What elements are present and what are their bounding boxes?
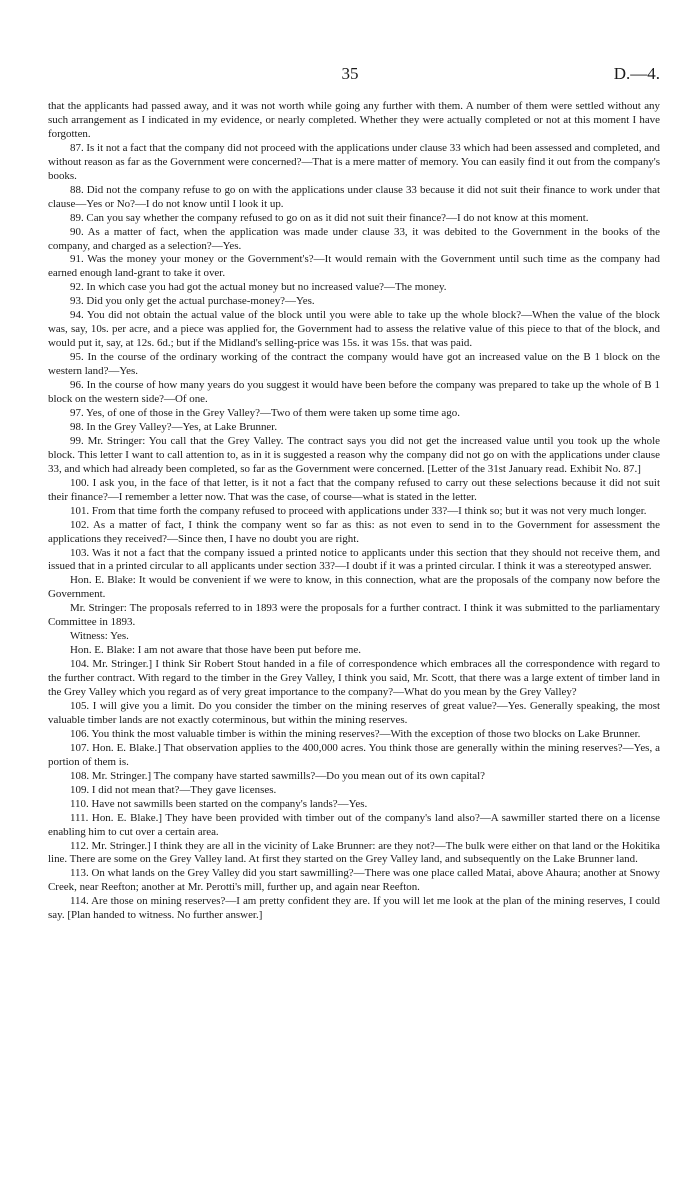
paragraph-109: 109. I did not mean that?—They gave licenses. bbox=[70, 783, 277, 796]
paragraph-stringer-1: Mr. Stringer: The proposals referred to in 1893 were the proposals for a further contract. I think it was submitted to the parliamentary Committee in 1893. bbox=[48, 602, 660, 629]
paragraph-101: 101. From that time forth the company refused to proceed with applications under 33?—I think so; but it was not very much longer. bbox=[70, 504, 647, 517]
paragraph-107: 107. Hon. E. Blake.] That observation applies to the 400,000 acres. You think those are generally within the mining reserves?—Yes, a portion of them is. bbox=[48, 741, 660, 768]
paragraph-98: 98. In the Grey Valley?—Yes, at Lake Brunner. bbox=[70, 420, 278, 433]
paragraph-108: 108. Mr. Stringer.] The company have started sawmills?—Do you mean out of its own capital? bbox=[70, 769, 486, 782]
paragraph-89: 89. Can you say whether the company refused to go on as it did not suit their finance?—I do not know at this moment. bbox=[70, 211, 589, 224]
paragraph-104: 104. Mr. Stringer.] I think Sir Robert Stout handed in a file of correspondence which embraces all the correspondence with regard to the further contract. With regard to the timber in the Grey Valley, I think you said, Mr. Scott, that there was a large extent of timber land in the Grey Valley which you regard as of very great importance to the company?—What do you mean by the Grey Valley? bbox=[48, 658, 660, 699]
paragraph-blake-1: Hon. E. Blake: It would be convenient if we were to know, in this connection, what are the proposals of the company now before the Government. bbox=[48, 574, 660, 601]
transcript-body bbox=[48, 100, 660, 923]
paragraph-111: 111. Hon. E. Blake.] They have been provided with timber out of the company's land also?—A sawmiller started there on a license enabling him to cut over a certain area. bbox=[48, 811, 660, 838]
paragraph-97: 97. Yes, of one of those in the Grey Valley?—Two of them were taken up some time ago. bbox=[70, 406, 460, 419]
paragraph-blake-2: Hon. E. Blake: I am not aware that those have been put before me. bbox=[70, 644, 361, 657]
paragraph-113: 113. On what lands on the Grey Valley did you start sawmilling?—There was one place called Matai, above Ahaura; another at Snowy Creek, near Reefton; another at Mr. Perotti's mill, further up, and again near Reefton. bbox=[48, 867, 660, 894]
paragraph-91: 91. Was the money your money or the Government's?—It would remain with the Government until such time as the company had earned enough land-grant to take it over. bbox=[48, 253, 660, 280]
paragraph-88: 88. Did not the company refuse to go on with the applications under clause 33 because it did not suit their finance to work under that clause—Yes or No?—I do not know until I look it up. bbox=[48, 183, 660, 210]
paragraph-114: 114. Are those on mining reserves?—I am pretty confident they are. If you will let me look at the plan of the mining reserves, I could say. [Plan handed to witness. No further answer.] bbox=[48, 895, 660, 922]
paragraph-112: 112. Mr. Stringer.] I think they are all in the vicinity of Lake Brunner: are they not?—The bulk were either on that land or the Hokitika line. There are some on the Grey Valley land. At first they started on the Grey Valley land, and subsequently on the Lake Brunner land. bbox=[48, 839, 660, 866]
paragraph-105: 105. I will give you a limit. Do you consider the timber on the mining reserves of great value?—Yes. Generally speaking, the most valuable timber lands are not exactly coterminous, but within the mining reserves. bbox=[48, 699, 660, 726]
paragraph-92: 92. In which case you had got the actual money but no increased value?—The money. bbox=[70, 281, 447, 294]
paragraph-witness: Witness: Yes. bbox=[70, 630, 129, 643]
paragraph-continuation: that the applicants had passed away, and it was not worth while going any further with them. A number of them were settled without any such arrangement as I indicated in my evidence, or nearly completed. Whether they were actually completed or not at this moment I have forgotten. bbox=[48, 100, 660, 140]
paragraph-90: 90. As a matter of fact, when the application was made under clause 33, it was debited to the Government in the books of the company, and charged as a selection?—Yes. bbox=[48, 225, 660, 252]
document-reference: D.—4. bbox=[613, 64, 660, 83]
paragraph-103: 103. Was it not a fact that the company issued a printed notice to applicants under this section that they should not receive them, and issued that in a printed circular to all applicants under section 33?—I doubt if it was a printed circular. I think it was a stereotyped answer. bbox=[48, 546, 660, 573]
paragraph-110: 110. Have not sawmills been started on the company's lands?—Yes. bbox=[70, 797, 368, 810]
paragraph-94: 94. You did not obtain the actual value of the block until you were able to take up the whole block?—When the value of the block was, say, 10s. per acre, and a piece was applied for, the Government had to assess the relative value of this piece to that of the block, and would put it, say, at 12s. 6d.; but if the Midland's selling-price was 15s. it was 15s. that was paid. bbox=[48, 309, 660, 350]
paragraph-100: 100. I ask you, in the face of that letter, is it not a fact that the company refused to carry out these selections because it did not suit their finance?—I remember a letter now. That was the case, of course—what is stated in the letter. bbox=[48, 476, 660, 503]
page-number: 35 bbox=[341, 64, 359, 83]
paragraph-99: 99. Mr. Stringer: You call that the Grey Valley. The contract says you did not get the increased value until you took up the whole block. This letter I want to call attention to, as in it is suggested a reason why the company did not go on with the applications under clause 33, and which had already been completed, so far as the Government were concerned. [Letter of the 31st January read. Exhibit No. 87.] bbox=[48, 434, 660, 475]
paragraph-96: 96. In the course of how many years do you suggest it would have been before the company was prepared to take up the whole of B 1 block on the western side?—Of one. bbox=[48, 379, 660, 406]
paragraph-93: 93. Did you only get the actual purchase-money?—Yes. bbox=[70, 295, 315, 308]
paragraph-87: 87. Is it not a fact that the company did not proceed with the applications under clause 33 which had been assessed and completed, and without reason as far as the Government were concerned?—That is a mere matter of memory. You can easily find it out from the company's books. bbox=[48, 141, 660, 182]
paragraph-106: 106. You think the most valuable timber is within the mining reserves?—With the exception of those two blocks on Lake Brunner. bbox=[70, 727, 641, 740]
paragraph-95: 95. In the course of the ordinary working of the contract the company would have got an increased value on the B 1 block on the western land?—Yes. bbox=[48, 351, 660, 378]
paragraph-102: 102. As a matter of fact, I think the company went so far as this: as not even to send in to the Government for assessment the applications they received?—Since then, I have no doubt you are right. bbox=[48, 518, 660, 545]
